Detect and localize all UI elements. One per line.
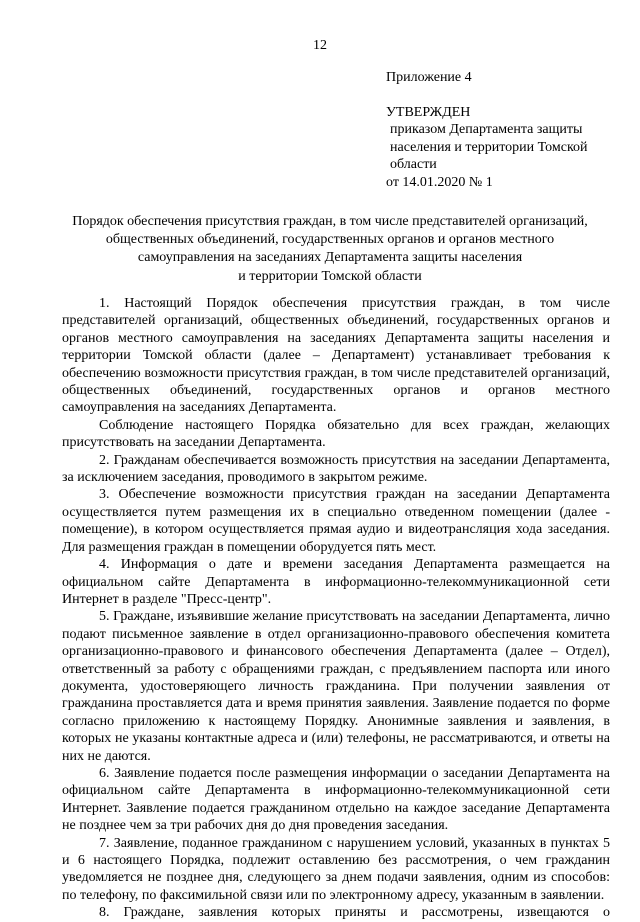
paragraph-2: 2. Гражданам обеспечивается возможность присутствия на заседании Департамента, за исключением заседания, проводимого в закрытом режиме.	[62, 452, 610, 486]
document-title	[60, 213, 600, 286]
approval-line-3: области	[390, 157, 437, 172]
approval-date: от 14.01.2020 № 1	[386, 174, 493, 190]
paragraph-7: 7. Заявление, поданное гражданином с нарушением условий, указанных в пунктах 5 и 6 настоящего Порядка, подлежит оставлению без рассмотрения, о чем гражданин уведомляется не позднее дня, следующего за днем подачи заявления, одним из способов: по телефону, по факсимильной связи или по электронному адресу, указанным в заявлении.	[62, 835, 610, 903]
document-body	[62, 295, 610, 922]
approval-line-1: приказом Департамента защиты	[390, 122, 583, 137]
paragraph-6: 6. Заявление подается после размещения информации о заседании Департамента на официальном сайте Департамента в информационно-телекоммуникационной сети Интернет. Заявление подается гражданином отдельно на каждое заседание Департамента не позднее чем за три рабочих дня до дня проведения заседания.	[62, 765, 610, 834]
title-line-2: общественных объединений, государственных органов и органов местного	[105, 232, 555, 248]
paragraph-8: 8. Граждане, заявления которых приняты и рассмотрены, извещаются о	[99, 905, 610, 921]
paragraph-4: 4. Информация о дате и времени заседания Департамента размещается на официальном сайте Департамента в информационно-телекоммуникационной сети Интернет в разделе "Пресс-центр".	[62, 557, 610, 607]
approved-heading: УТВЕРЖДЕН	[386, 104, 471, 120]
title-line-3: самоуправления на заседаниях Департамента защиты населения	[137, 250, 523, 266]
paragraph-1-note: Соблюдение настоящего Порядка обязательно для всех граждан, желающих присутствовать на заседании Департамента.	[62, 417, 610, 451]
paragraph-3: 3. Обеспечение возможности присутствия граждан на заседании Департамента осуществляется путем размещения их в специально отведенном помещении (далее - помещение), в котором осуществляется прямая аудио и видеотрансляция хода заседания. Для размещения граждан в помещении оборудуется пять мест.	[62, 487, 610, 555]
paragraph-5: 5. Граждане, изъявившие желание присутствовать на заседании Департамента, лично подают письменное заявление в отдел организационно-правового обеспечения комитета организационно-правового и финансового обеспечения Департамента (далее – Отдел), ответственный за работу с обращениями граждан, с предъявлением паспорта или иного документа, удостоверяющего личность гражданина. При получении заявления от гражданина проставляется дата и время принятия заявления. Заявление подается по форме согласно приложению к настоящему Порядку. Анонимные заявления и заявления, в которых не указаны контактные адреса и (или) телефоны, не рассматриваются, и ответы на них не даются.	[62, 609, 610, 764]
page-number: 12	[313, 38, 327, 53]
title-line-4: и территории Томской области	[238, 268, 422, 284]
paragraph-1: 1. Настоящий Порядок обеспечения присутствия граждан, в том числе представителей организаций, общественных объединений, государственных органов и органов местного самоуправления на заседаниях Департамента защиты населения и территории Томской области (далее – Департамент) устанавливает требования к обеспечению возможности присутствия граждан, в том числе представителей организаций, общественных объединений, государственных органов и органов местного самоуправления на заседаниях Департамента.	[62, 296, 610, 416]
appendix-label: Приложение 4	[386, 70, 472, 85]
approval-block	[386, 69, 588, 191]
title-line-1: Порядок обеспечения присутствия граждан, в том числе представителей организаций,	[72, 214, 588, 229]
approval-line-2: населения и территории Томской	[390, 139, 588, 155]
